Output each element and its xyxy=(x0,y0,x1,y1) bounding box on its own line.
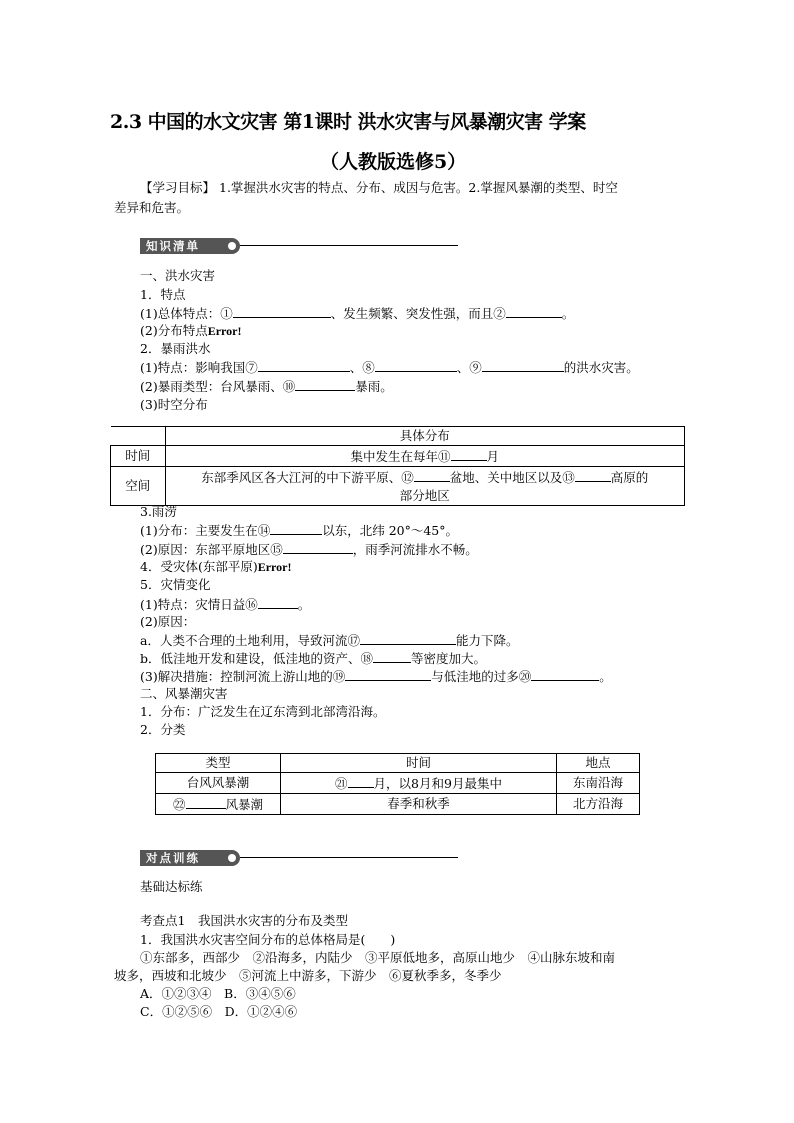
section-label: 对点训练 xyxy=(140,850,240,866)
line-waterlog-cause: (2)原因：东部平原地区⑮ ，雨季河流排水不畅。 xyxy=(140,539,478,559)
blank-21[interactable] xyxy=(348,773,374,788)
heading-features: 1．特点 xyxy=(140,287,186,302)
blank-17[interactable] xyxy=(360,630,456,645)
table-header-row: 类型 时间 地点 xyxy=(156,754,640,773)
question-1: 1．我国洪水灾害空间分布的总体格局是( ) xyxy=(140,932,396,947)
blank-19[interactable] xyxy=(345,666,431,681)
section-rule xyxy=(240,245,458,246)
blank-1[interactable] xyxy=(233,303,331,318)
objective-text: 1.掌握洪水灾害的特点、分布、成因与危害。2.掌握风暴潮的类型、时空 xyxy=(219,180,618,195)
blank-20[interactable] xyxy=(531,666,599,681)
bullet-icon xyxy=(228,242,236,250)
objective-text-cont: 差异和危害。 xyxy=(114,200,190,215)
line-surge-classification: 2．分类 xyxy=(140,722,186,737)
heading-disaster-change: 5．灾情变化 xyxy=(140,577,211,592)
line-surge-distribution: 1．分布：广泛发生在辽东湾到北部湾沿海。 xyxy=(140,704,386,719)
section-label: 知识清单 xyxy=(140,238,240,254)
blank-10[interactable] xyxy=(295,376,355,391)
storm-surge-table xyxy=(155,753,640,815)
blank-11[interactable] xyxy=(451,446,487,461)
line-rainstorm-types: (2)暴雨类型：台风暴雨、⑩ 暴雨。 xyxy=(140,376,393,396)
line-cause-a: a．人类不合理的土地利用，导致河流⑰ 能力下降。 xyxy=(140,630,518,650)
answer-choices-ab: A．①②③④ B．③④⑤⑥ xyxy=(140,986,296,1001)
blank-22[interactable] xyxy=(186,794,226,809)
blank-18[interactable] xyxy=(373,648,411,663)
page-subtitle: （人教版选修5） xyxy=(320,151,467,173)
blank-8[interactable] xyxy=(375,357,457,372)
page-title: 2.3 中国的水文灾害 第1课时 洪水灾害与风暴潮灾害 学案 xyxy=(110,111,586,133)
line-measures: (3)解决措施：控制河流上游山地的⑲ 与低洼地的过多⑳ 。 xyxy=(140,666,612,686)
table-row: 时间 集中发生在每年⑪ 月 xyxy=(111,446,685,467)
distribution-table xyxy=(110,426,685,506)
error-text: Error! xyxy=(207,324,242,338)
line-change-feature: (1)特点：灾情日益⑯ 。 xyxy=(140,594,310,614)
line-waterlog-distribution: (1)分布：主要发生在⑭ 以东，北纬 20°～45°。 xyxy=(140,520,458,540)
blank-14[interactable] xyxy=(270,520,322,535)
practice-subheading: 基础达标练 xyxy=(140,879,203,894)
objective-label: 【学习目标】 xyxy=(140,180,216,195)
line-cause-b: b．低洼地开发和建设，低洼地的资产、⑱ 等密度加大。 xyxy=(140,648,486,668)
blank-13[interactable] xyxy=(575,467,611,482)
blank-15[interactable] xyxy=(283,539,353,554)
heading-rainstorm: 2．暴雨洪水 xyxy=(140,341,211,356)
blank-7[interactable] xyxy=(258,357,350,372)
table-header: 具体分布 xyxy=(165,427,685,446)
error-text: Error! xyxy=(257,560,292,574)
line-cause-heading: (2)原因： xyxy=(140,614,196,629)
answer-choices-cd: C．①②⑤⑥ D．①②④⑥ xyxy=(140,1004,298,1019)
practice-topic: 考查点1 我国洪水灾害的分布及类型 xyxy=(140,913,348,928)
table-row: 空间 东部季风区各大江河的中下游平原、⑫ 盆地、关中地区以及⑬ 高原的 部分地区 xyxy=(111,467,685,506)
line-overall-features: (1)总体特点：① 、发生频繁、突发性强，而且② 。 xyxy=(140,303,574,323)
question-1-options-line1: ①东部多，西部少 ②沿海多，内陆少 ③平原低地多，高原山地少 ④山脉东坡和南 xyxy=(140,950,616,965)
section-rule xyxy=(240,857,458,858)
blank-9[interactable] xyxy=(482,357,564,372)
blank-2[interactable] xyxy=(506,303,562,318)
line-spatiotemporal: (3)时空分布 xyxy=(140,397,208,412)
table-row: ㉒ 风暴潮 春季和秋季 北方沿海 xyxy=(156,794,640,815)
line-distribution: (2)分布特点Error! xyxy=(140,323,242,338)
learning-objective xyxy=(140,178,618,197)
bullet-icon xyxy=(228,854,236,862)
heading-flood: 一、洪水灾害 xyxy=(140,268,216,283)
heading-waterlogging: 3.雨涝 xyxy=(140,504,177,519)
heading-storm-surge: 二、风暴潮灾害 xyxy=(140,686,228,701)
question-1-options-line2: 坡多，西坡和北坡少 ⑤河流上中游多，下游少 ⑥夏秋季多，冬季少 xyxy=(114,968,502,983)
blank-12[interactable] xyxy=(414,467,450,482)
line-rainstorm-features: (1)特点：影响我国⑦ 、⑧ 、⑨ 的洪水灾害。 xyxy=(140,357,639,377)
blank-16[interactable] xyxy=(258,594,298,609)
table-row: 台风风暴潮 ㉑ 月，以8月和9月最集中 东南沿海 xyxy=(156,773,640,794)
line-affected: 4．受灾体(东部平原)Error! xyxy=(140,559,292,574)
